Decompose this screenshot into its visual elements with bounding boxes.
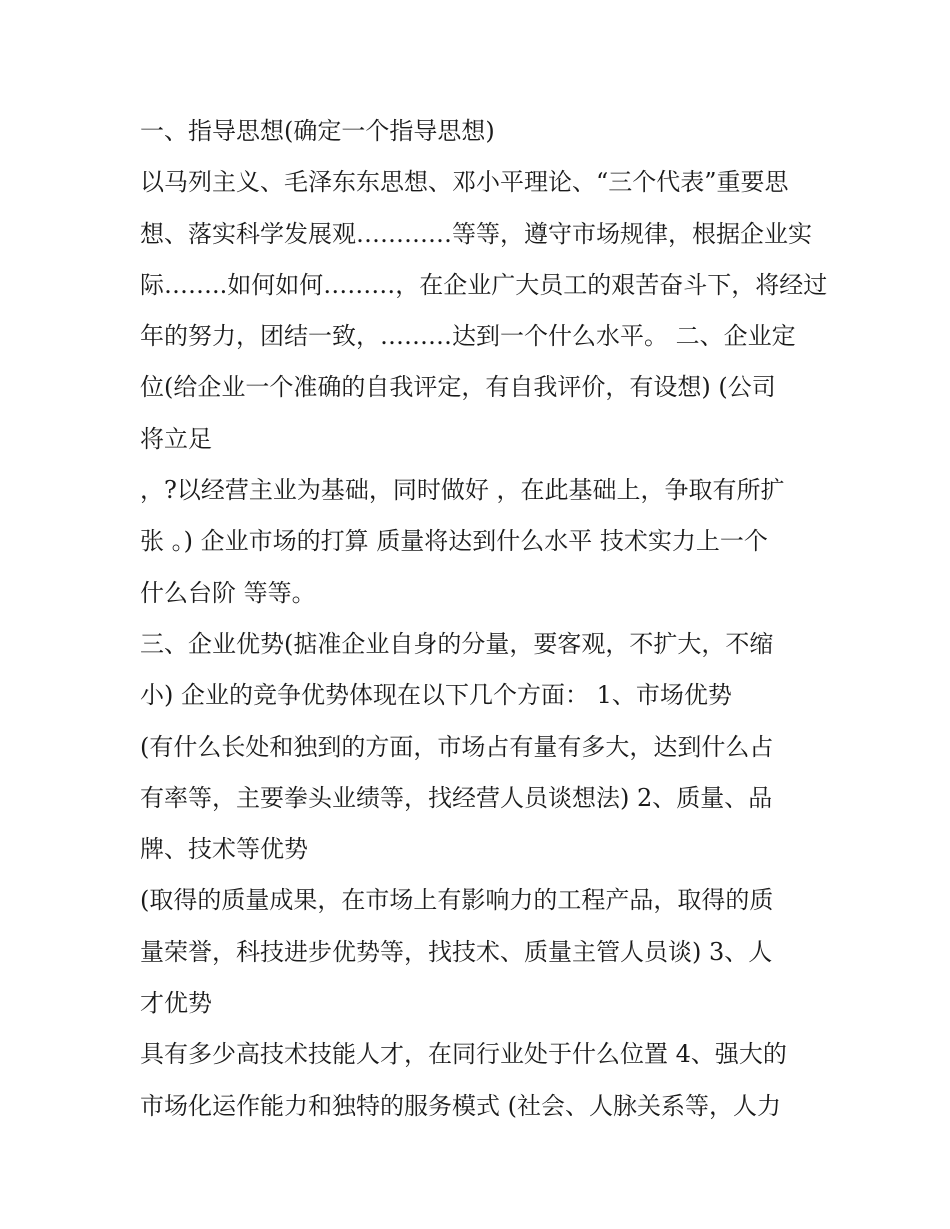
heading-enterprise-advantages: 三、企业优势(掂准企业自身的分量，要客观，不扩大，不缩 bbox=[140, 629, 774, 658]
text-line: ，?以经营主业为基础，同时做好 ，在此基础上，争取有所扩 bbox=[140, 476, 785, 505]
text-line: 想、落实科学发展观…………等等，遵守市场规律，根据企业实 bbox=[140, 219, 812, 248]
text-line: 以马列主义、毛泽东东思想、邓小平理论、“三个代表”重要思 bbox=[140, 168, 789, 197]
heading-guiding-ideology: 一、指导思想(确定一个指导思想) bbox=[140, 117, 495, 145]
text-line: 位(给企业一个准确的自我评定，有自我评价，有设想) (公司 bbox=[140, 373, 776, 402]
document-body bbox=[140, 106, 828, 1132]
text-line: 有率等，主要拳头业绩等，找经营人员谈想法) 2、质量、品 bbox=[140, 783, 773, 812]
text-line: 将立足 bbox=[140, 424, 212, 453]
text-line: 际……..如何如何………，在企业广大员工的艰苦奋斗下，将经过 bbox=[140, 270, 828, 299]
text-line: 张 。) 企业市场的打算 质量将达到什么水平 技术实力上一个 bbox=[140, 527, 768, 556]
text-line: 市场化运作能力和独特的服务模式 (社会、人脉关系等，人力 bbox=[140, 1091, 781, 1120]
text-line: 什么台阶 等等。 bbox=[140, 578, 316, 607]
text-line: 年的努力，团结一致，………达到一个什么水平。 二、企业定 bbox=[140, 322, 796, 351]
text-line: 具有多少高技术技能人才，在同行业处于什么位置 4、强大的 bbox=[140, 1040, 787, 1069]
text-line: (有什么长处和独到的方面，市场占有量有多大，达到什么占 bbox=[140, 732, 774, 761]
text-line: 牌、技术等优势 bbox=[140, 835, 308, 864]
text-line: (取得的质量成果，在市场上有影响力的工程产品，取得的质 bbox=[140, 886, 774, 915]
text-line: 量荣誉，科技进步优势等，找技术、质量主管人员谈) 3、人 bbox=[140, 937, 773, 966]
text-line: 小) 企业的竞争优势体现在以下几个方面： 1、市场优势 bbox=[140, 681, 732, 710]
text-line: 才优势 bbox=[140, 989, 212, 1018]
